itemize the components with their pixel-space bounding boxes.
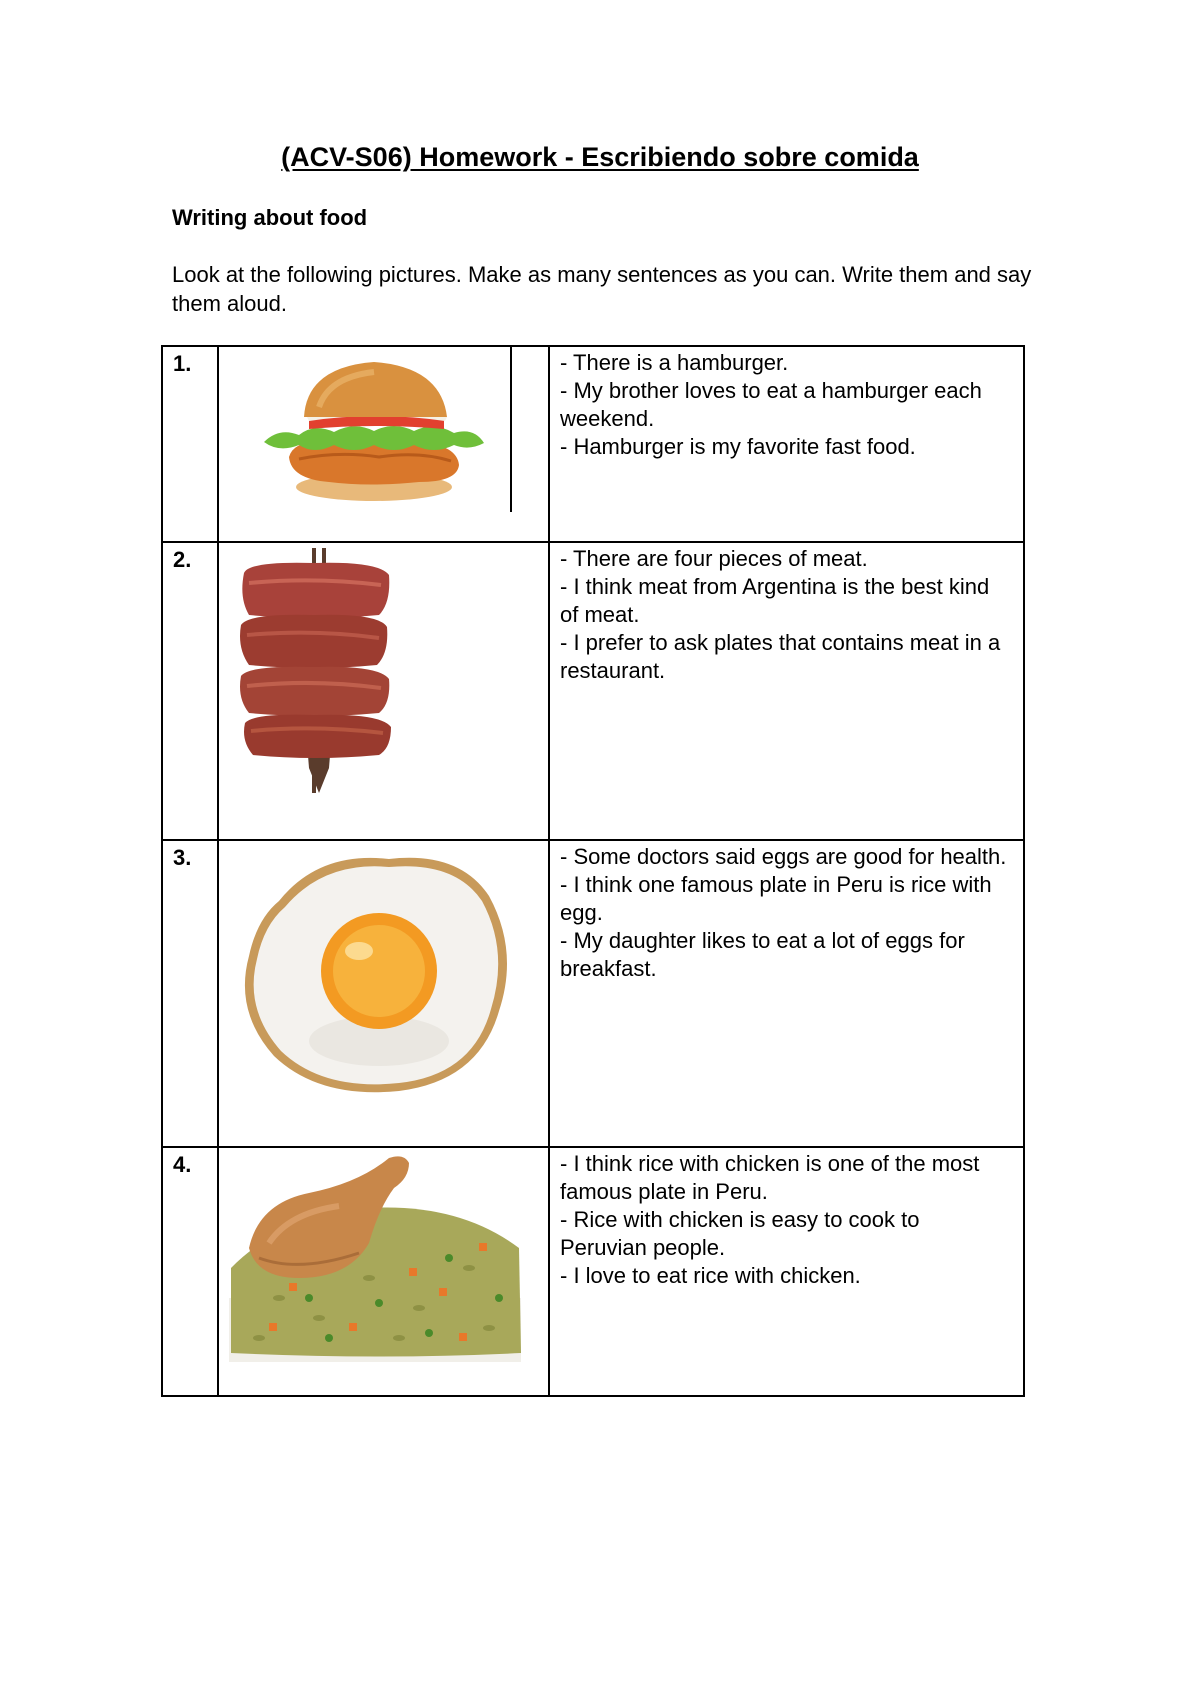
sentence-text: - I prefer to ask plates that contains meat in a restaurant.: [560, 630, 1001, 683]
food-table: [161, 345, 1025, 1397]
sentence-text: - Rice with chicken is easy to cook to Peruvian people.: [560, 1207, 920, 1260]
sentences-cell: [549, 542, 1024, 840]
section-subtitle: Writing about food: [172, 205, 368, 230]
hamburger-photo: [219, 347, 548, 527]
image-cell: [218, 1147, 549, 1396]
rice-with-chicken-photo: [219, 1148, 548, 1363]
sentence-text: - My brother loves to eat a hamburger each weekend.: [560, 378, 982, 431]
image-cell: [218, 840, 549, 1147]
fried-egg-photo: [219, 841, 548, 1111]
table-row: [162, 840, 1024, 1147]
sentences-cell: [549, 1147, 1024, 1396]
sentence-text: - I think meat from Argentina is the best kind of meat.: [560, 574, 990, 627]
sentence-text: - Hamburger is my favorite fast food.: [560, 434, 916, 459]
sentences-cell: [549, 346, 1024, 542]
row-number: 2.: [162, 542, 218, 840]
table-row: [162, 346, 1024, 542]
image-cell: [218, 346, 549, 542]
meat-skewer-photo: [219, 543, 548, 803]
sentence-text: - There is a hamburger.: [560, 350, 789, 375]
sentence-text: - I love to eat rice with chicken.: [560, 1263, 861, 1288]
row-number: 3.: [162, 840, 218, 1147]
document-title: (ACV-S06) Homework - Escribiendo sobre comida: [281, 142, 919, 172]
sentences-cell: [549, 840, 1024, 1147]
sentence-text: - Some doctors said eggs are good for health.: [560, 844, 1007, 869]
sentence-text: - I think one famous plate in Peru is rice with egg.: [560, 872, 992, 925]
row-number: 1.: [162, 346, 218, 542]
sentence-text: - My daughter likes to eat a lot of eggs for breakfast.: [560, 928, 965, 981]
instructions-text: Look at the following pictures. Make as many sentences as you can. Write them and say them aloud.: [172, 262, 1032, 316]
table-row: [162, 542, 1024, 840]
table-row: [162, 1147, 1024, 1396]
sentence-text: - There are four pieces of meat.: [560, 546, 868, 571]
image-cell: [218, 542, 549, 840]
sentence-text: - I think rice with chicken is one of the most famous plate in Peru.: [560, 1151, 980, 1204]
row-number: 4.: [162, 1147, 218, 1396]
